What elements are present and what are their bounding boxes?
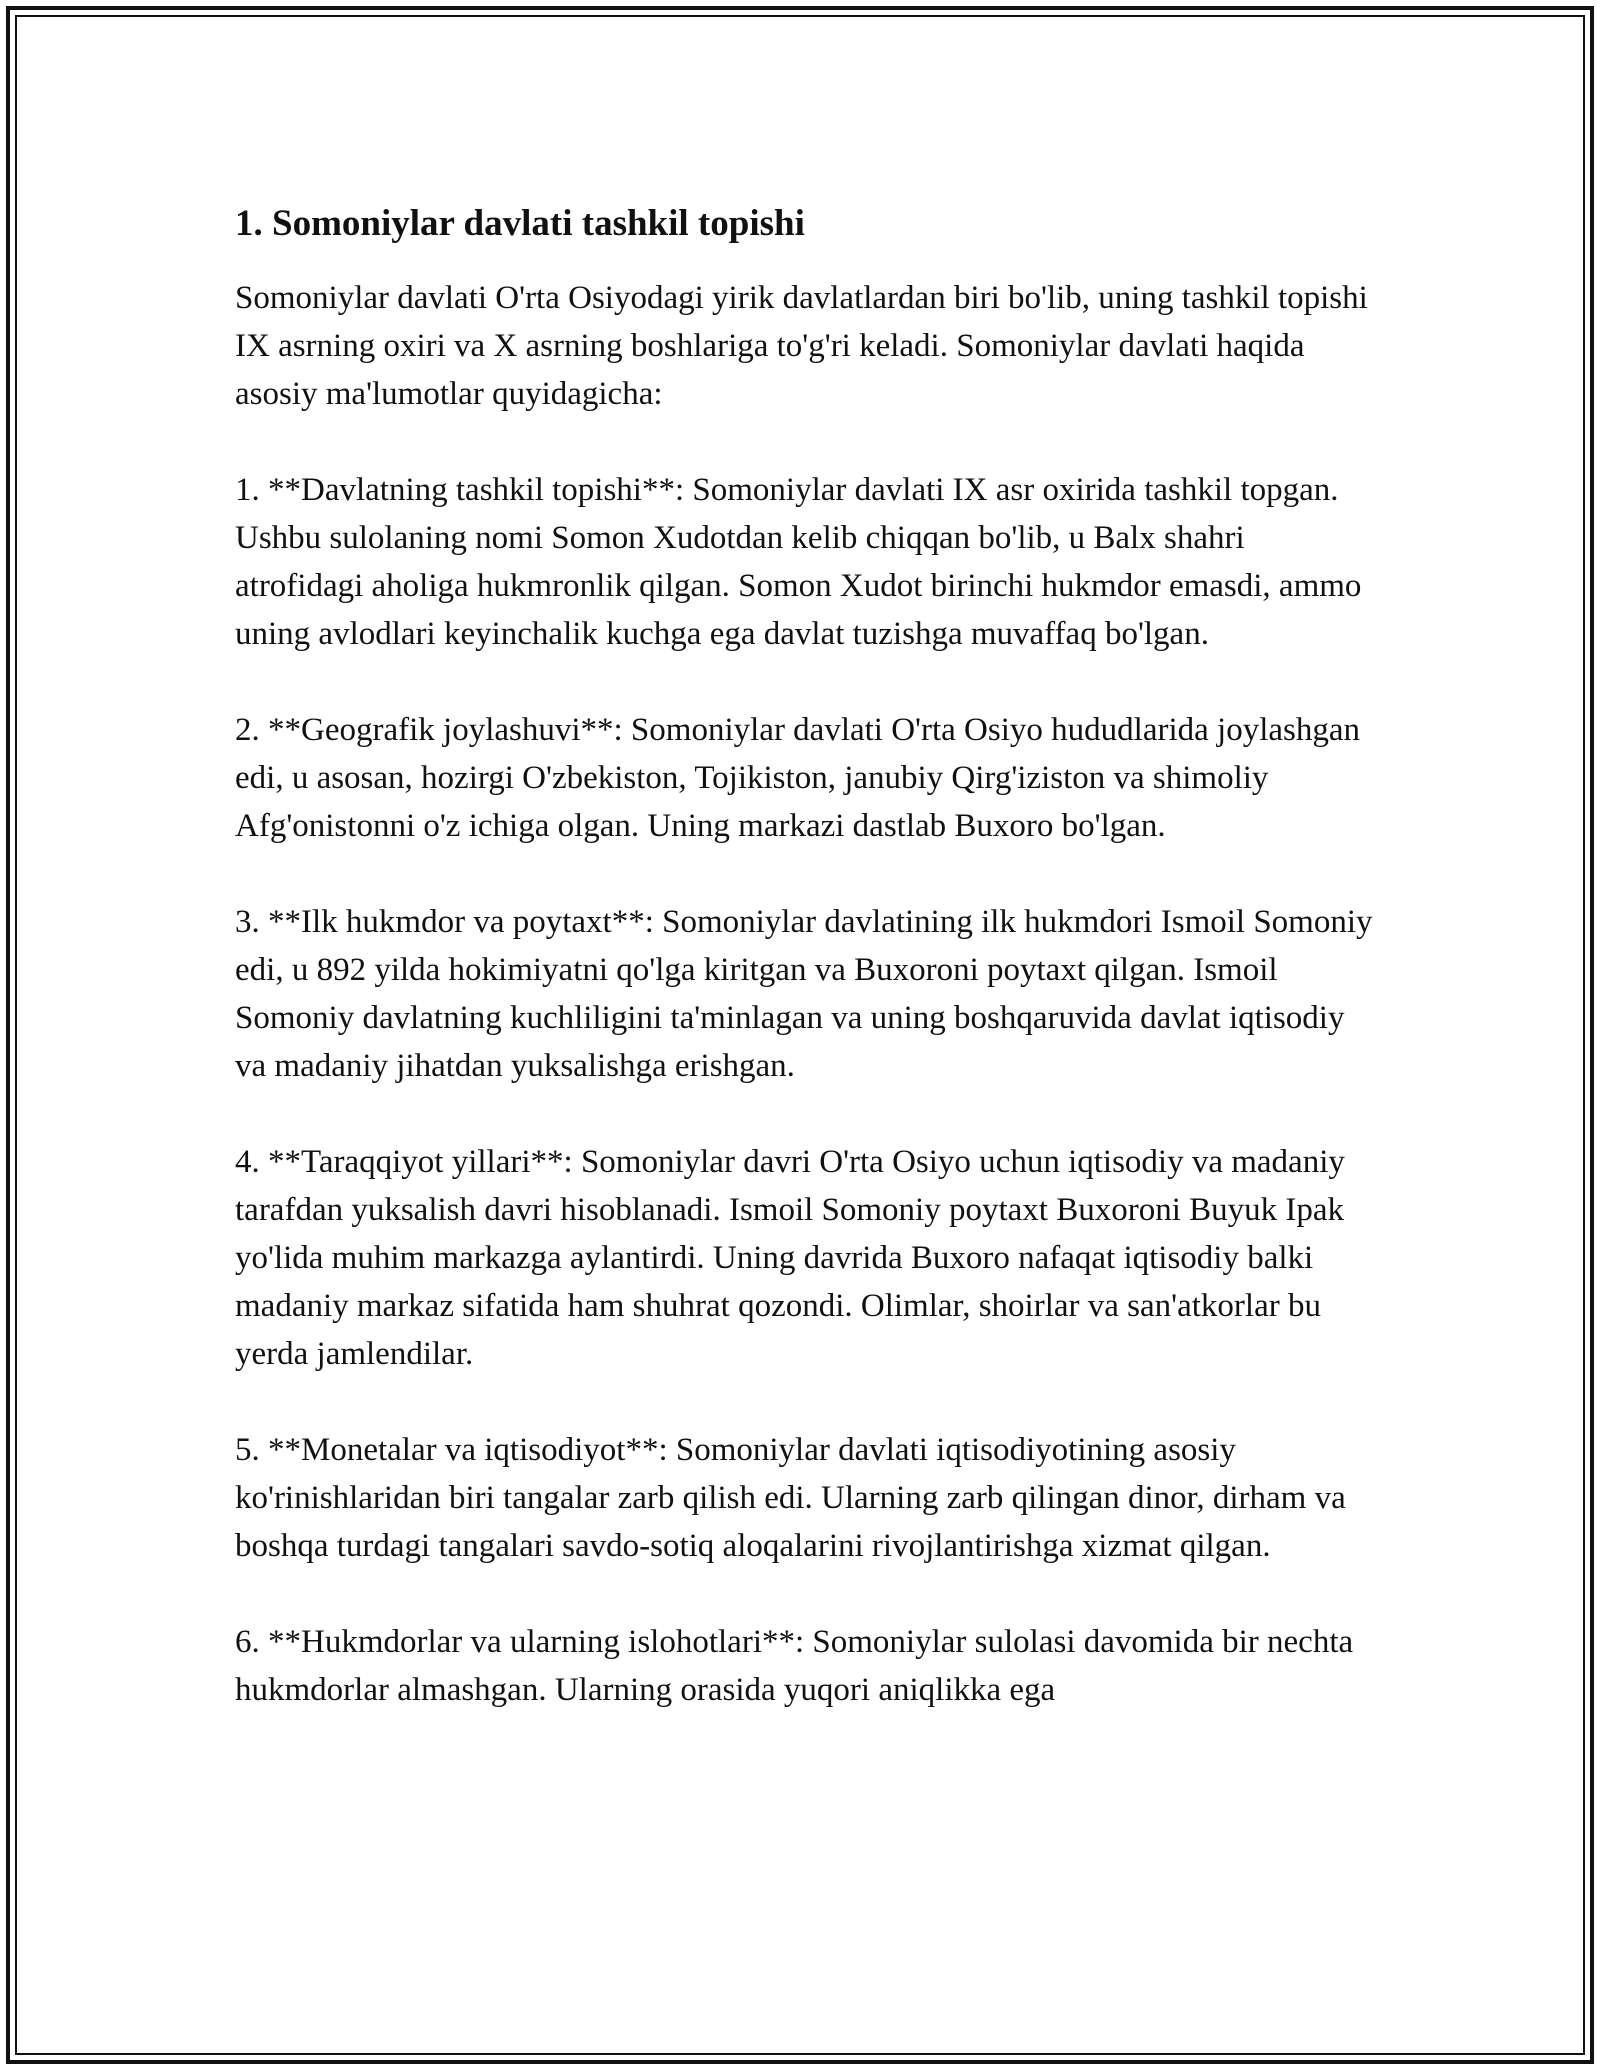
paragraph-first-ruler: 3. **Ilk hukmdor va poytaxt**: Somoniylar davlatining ilk hukmdori Ismoil Somoniy edi, u 892 yilda hokimiyatni qo'lga kiritgan va Buxoroni poytaxt qilgan. Ismoil Somoniy davlatning kuchliligini ta'minlagan va uning boshqaruvida davlat iqtisodiy va madaniy jihatdan yuksalishga erishgan.: [235, 904, 1373, 1084]
paragraph-rulers-reforms: 6. **Hukmdorlar va ularning islohotlari**: Somoniylar sulolasi davomida bir nechta hukmdorlar almashgan. Ularning orasida yuqori aniqlikka ega: [235, 1624, 1354, 1708]
section-heading: 1. Somoniylar davlati tashkil topishi: [235, 203, 805, 244]
paragraph-geography: 2. **Geografik joylashuvi**: Somoniylar davlati O'rta Osiyo hududlarida joylashgan edi, u asosan, hozirgi O'zbekiston, Tojikiston, janubiy Qirg'iziston va shimoliy Afg'onistonni o'z ichiga olgan. Uning markazi dastlab Buxoro bo'lgan.: [235, 712, 1360, 844]
intro-paragraph: Somoniylar davlati O'rta Osiyodagi yirik davlatlardan biri bo'lib, uning tashkil topishi IX asrning oxiri va X asrning boshlariga to'g'ri keladi. Somoniylar davlati haqida asosiy ma'lumotlar quyidagicha:: [235, 280, 1368, 412]
paragraph-development: 4. **Taraqqiyot yillari**: Somoniylar davri O'rta Osiyo uchun iqtisodiy va madaniy tarafdan yuksalish davri hisoblanadi. Ismoil Somoniy poytaxt Buxoroni Buyuk Ipak yo'lida muhim markazga aylantirdi. Uning davrida Buxoro nafaqat iqtisodiy balki madaniy markaz sifatida ham shuhrat qozondi. Olimlar, shoirlar va san'atkorlar bu yerda jamlendilar.: [235, 1144, 1345, 1372]
page-outer-border: [6, 6, 1594, 2064]
paragraph-coins-economy: 5. **Monetalar va iqtisodiyot**: Somoniylar davlati iqtisodiyotining asosiy ko'rinishlaridan biri tangalar zarb qilish edi. Ularning zarb qilingan dinor, dirham va boshqa turdagi tangalari savdo-sotiq aloqalarini rivojlantirishga xizmat qilgan.: [235, 1432, 1346, 1564]
document-content: [235, 196, 1375, 1714]
paragraph-founding: 1. **Davlatning tashkil topishi**: Somoniylar davlati IX asr oxirida tashkil topgan. Ushbu sulolaning nomi Somon Xudotdan kelib chiqqan bo'lib, u Balx shahri atrofidagi aholiga hukmronlik qilgan. Somon Xudot birinchi hukmdor emasdi, ammo uning avlodlari keyinchalik kuchga ega davlat tuzishga muvaffaq bo'lgan.: [235, 472, 1362, 652]
